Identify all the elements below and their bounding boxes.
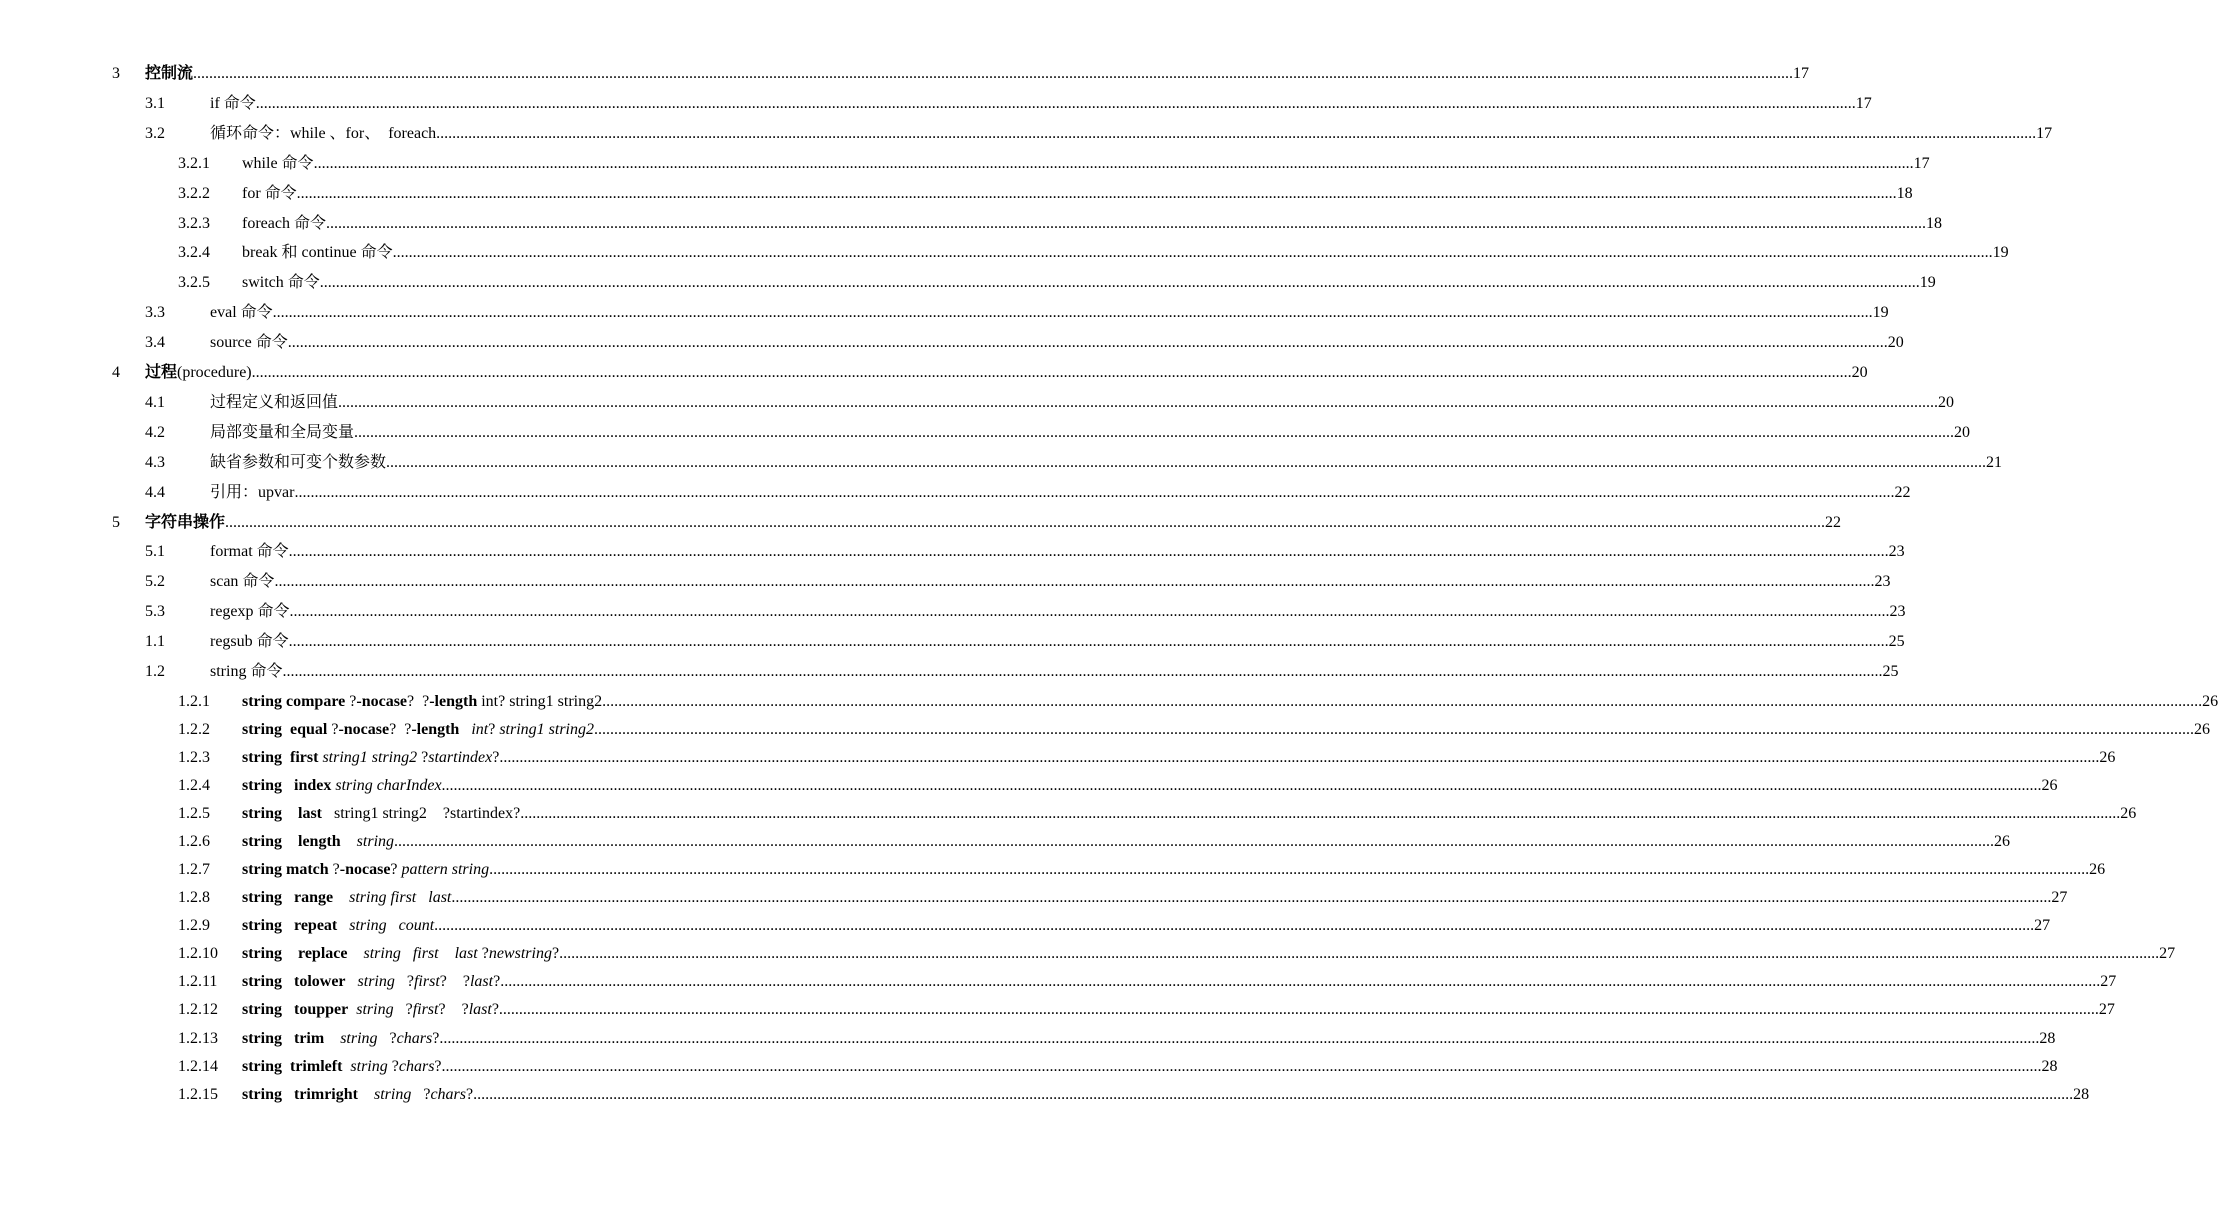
dot-leader: ................................................................................................................................................................................................................................................................................................................................................................................................................ bbox=[272, 304, 1873, 322]
toc-entry-number: 1.2.3 bbox=[178, 749, 210, 766]
toc-entry-page-number: 26 bbox=[2194, 720, 2210, 738]
toc-title-segment: string1 string2 ?startindex? bbox=[322, 805, 521, 823]
toc-entry[interactable] bbox=[0, 331, 1904, 355]
toc-entry-number: 4.4 bbox=[145, 483, 165, 501]
toc-entry-number: 1.2.11 bbox=[178, 973, 218, 991]
toc-title-segment: ? bbox=[488, 720, 500, 738]
toc-title-segment: ? bbox=[387, 1057, 399, 1075]
toc-entry-page-number: 18 bbox=[1925, 214, 1942, 232]
toc-title-segment bbox=[337, 917, 349, 934]
toc-entry-number: 3.2 bbox=[145, 124, 165, 142]
dot-leader: ................................................................................................................................................................................................................................................................................................................................................................................................................ bbox=[288, 633, 1889, 651]
toc-entry[interactable] bbox=[0, 998, 2115, 1022]
toc-entry[interactable] bbox=[0, 152, 1930, 176]
toc-title-segment: eval 命令 bbox=[210, 304, 273, 322]
toc-title-segment: ? bbox=[411, 1085, 431, 1103]
toc-title-segment bbox=[341, 833, 357, 850]
toc-entry[interactable] bbox=[0, 802, 2137, 826]
toc-entry-title bbox=[210, 421, 354, 445]
toc-entry[interactable] bbox=[0, 1055, 2058, 1079]
toc-entry-title bbox=[242, 690, 602, 714]
toc-entry-number: 1.2.2 bbox=[178, 720, 210, 738]
dot-leader: ................................................................................................................................................................................................................................................................................................................................................................................................................ bbox=[436, 124, 2037, 142]
toc-entry-page-number: 20 bbox=[1851, 364, 1868, 381]
toc-title-segment: string range bbox=[242, 889, 334, 907]
toc-title-segment: ? bbox=[466, 1085, 474, 1103]
toc-entry-page-number: 17 bbox=[2036, 124, 2053, 142]
toc-entry[interactable] bbox=[0, 212, 1942, 236]
toc-title-segment: ? bbox=[394, 973, 414, 991]
toc-title-segment: string bbox=[357, 973, 395, 991]
dot-leader: ................................................................................................................................................................................................................................................................................................................................................................................................................ bbox=[392, 244, 1993, 262]
toc-entry-number: 1.2.4 bbox=[178, 777, 210, 795]
toc-entry-number: 3.1 bbox=[145, 94, 165, 112]
toc-title-segment: ? bbox=[432, 1029, 440, 1047]
toc-entry-page-number: 26 bbox=[1994, 833, 2011, 851]
toc-entry-number: 3.2.1 bbox=[178, 154, 210, 172]
toc-entry-title bbox=[242, 830, 394, 854]
toc-entry-title bbox=[210, 570, 274, 594]
toc-title-segment: ? bbox=[417, 749, 429, 766]
toc-entry-number: 1.1 bbox=[145, 633, 165, 651]
toc-entry-title bbox=[242, 858, 489, 882]
toc-title-segment: ? bbox=[390, 861, 402, 879]
toc-entry-number: 4 bbox=[112, 364, 120, 381]
toc-entry-title bbox=[242, 970, 500, 994]
toc-entry[interactable] bbox=[0, 421, 1971, 445]
toc-title-segment: regexp 命令 bbox=[210, 603, 290, 621]
toc-entry-title bbox=[242, 182, 297, 206]
dot-leader: ................................................................................................................................................................................................................................................................................................................................................................................................................ bbox=[473, 1085, 2074, 1103]
toc-title-segment: ? ? bbox=[407, 692, 430, 710]
dot-leader: ................................................................................................................................................................................................................................................................................................................................................................................................................ bbox=[294, 483, 1895, 501]
toc-entry[interactable] bbox=[0, 570, 1891, 594]
toc-entry-number: 3.2.4 bbox=[178, 244, 210, 262]
dot-leader: ................................................................................................................................................................................................................................................................................................................................................................................................................ bbox=[499, 749, 2100, 766]
toc-title-segment: 过程 bbox=[145, 364, 178, 381]
toc-entry-number: 1.2.5 bbox=[178, 805, 210, 823]
toc-title-segment bbox=[358, 1086, 374, 1103]
toc-entry-number: 3.4 bbox=[145, 334, 165, 352]
dot-leader: ................................................................................................................................................................................................................................................................................................................................................................................................................ bbox=[441, 1057, 2042, 1075]
toc-entry-page-number: 20 bbox=[1954, 423, 1971, 441]
toc-entry-number: 5 bbox=[112, 513, 120, 531]
dot-leader: ................................................................................................................................................................................................................................................................................................................................................................................................................ bbox=[289, 603, 1890, 621]
toc-title-segment: 字符串操作 bbox=[145, 513, 226, 531]
toc-entry[interactable] bbox=[0, 511, 1842, 535]
toc-title-segment: ? bbox=[551, 945, 560, 963]
toc-entry[interactable] bbox=[0, 391, 1955, 415]
toc-title-segment: ? bbox=[345, 692, 357, 710]
toc-title-segment: ? bbox=[491, 1001, 499, 1019]
toc-title-segment: int? string1 string2 bbox=[477, 692, 603, 710]
toc-entry[interactable] bbox=[0, 540, 1905, 564]
toc-entry-title bbox=[242, 886, 451, 910]
toc-entry-page-number: 21 bbox=[1986, 453, 2003, 471]
toc-title-segment: 局部变量和全局变量 bbox=[210, 423, 355, 441]
toc-title-segment: string bbox=[356, 1001, 394, 1019]
toc-title-segment: string first last bbox=[349, 889, 452, 907]
toc-title-segment: format 命令 bbox=[210, 543, 289, 561]
toc-title-segment: (procedure) bbox=[177, 364, 252, 381]
toc-title-segment: string bbox=[356, 833, 395, 851]
toc-entry-title bbox=[242, 718, 594, 742]
toc-title-segment: -nocase bbox=[339, 861, 391, 879]
dot-leader: ................................................................................................................................................................................................................................................................................................................................................................................................................ bbox=[193, 65, 1794, 82]
toc-entry-number: 5.3 bbox=[145, 603, 165, 621]
toc-entry-title bbox=[242, 241, 393, 265]
dot-leader: ................................................................................................................................................................................................................................................................................................................................................................................................................ bbox=[313, 154, 1914, 172]
toc-title-segment: ? bbox=[477, 945, 489, 963]
toc-entry-number: 1.2.1 bbox=[178, 692, 210, 710]
toc-title-segment: string count bbox=[349, 917, 435, 935]
toc-title-segment: ? bbox=[328, 861, 340, 879]
toc-entry[interactable] bbox=[0, 600, 1906, 624]
toc-entry-number: 4.1 bbox=[145, 393, 165, 411]
toc-entry-title bbox=[242, 774, 442, 798]
dot-leader: ................................................................................................................................................................................................................................................................................................................................................................................................................ bbox=[319, 274, 1920, 292]
toc-entry-page-number: 26 bbox=[2099, 749, 2116, 766]
toc-entry-title bbox=[242, 746, 499, 770]
toc-entry-number: 1.2.6 bbox=[178, 833, 210, 851]
toc-title-segment: ? bbox=[493, 973, 501, 991]
toc-entry[interactable] bbox=[0, 886, 2068, 910]
toc-entry-title bbox=[242, 1083, 473, 1107]
toc-title-segment: string equal bbox=[242, 720, 328, 738]
toc-entry-title bbox=[242, 271, 320, 295]
toc-title-segment: 循环命令：while 、for、 foreach bbox=[210, 124, 437, 142]
toc-title-segment: break 和 continue 命令 bbox=[242, 244, 393, 262]
toc-title-segment: regsub 命令 bbox=[210, 633, 289, 651]
toc-entry-title bbox=[210, 451, 386, 475]
toc-entry-number: 1.2.7 bbox=[178, 861, 210, 879]
toc-title-segment: while 命令 bbox=[242, 154, 314, 172]
toc-entry-page-number: 27 bbox=[2034, 917, 2051, 935]
toc-title-segment: string trimleft bbox=[242, 1057, 343, 1075]
toc-title-segment: string replace bbox=[242, 945, 348, 963]
dot-leader: ................................................................................................................................................................................................................................................................................................................................................................................................................ bbox=[489, 861, 2090, 879]
toc-entry-title bbox=[242, 212, 326, 236]
toc-entry-number: 1.2.8 bbox=[178, 889, 210, 907]
toc-entry[interactable] bbox=[0, 746, 2116, 770]
toc-title-segment: string toupper bbox=[242, 1001, 349, 1019]
toc-title-segment: string last bbox=[242, 805, 322, 823]
toc-entry-page-number: 17 bbox=[1793, 65, 1810, 82]
toc-entry-page-number: 28 bbox=[2073, 1085, 2090, 1103]
toc-title-segment: string1 string2 bbox=[322, 749, 418, 766]
toc-entry-number: 3 bbox=[112, 65, 120, 82]
toc-entry-number: 4.2 bbox=[145, 423, 165, 441]
toc-entry-page-number: 19 bbox=[1872, 304, 1889, 322]
toc-entry[interactable] bbox=[0, 481, 1911, 505]
dot-leader: ................................................................................................................................................................................................................................................................................................................................................................................................................ bbox=[354, 423, 1955, 441]
toc-entry[interactable] bbox=[0, 774, 2058, 798]
toc-title-segment: string repeat bbox=[242, 917, 338, 935]
dot-leader: ................................................................................................................................................................................................................................................................................................................................................................................................................ bbox=[439, 1029, 2040, 1047]
toc-title-segment: 过程定义和返回值 bbox=[210, 393, 339, 411]
toc-entry[interactable] bbox=[0, 301, 1889, 325]
dot-leader: ................................................................................................................................................................................................................................................................................................................................................................................................................ bbox=[225, 513, 1826, 531]
dot-leader: ................................................................................................................................................................................................................................................................................................................................................................................................................ bbox=[255, 94, 1856, 112]
toc-entry[interactable] bbox=[0, 271, 1936, 295]
toc-entry-title bbox=[210, 481, 294, 505]
toc-entry[interactable] bbox=[0, 914, 2051, 938]
toc-entry-title bbox=[210, 301, 273, 325]
toc-title-segment: -length bbox=[411, 720, 460, 738]
dot-leader: ................................................................................................................................................................................................................................................................................................................................................................................................................ bbox=[288, 543, 1889, 561]
toc-entry-title bbox=[210, 630, 289, 654]
dot-leader: ................................................................................................................................................................................................................................................................................................................................................................................................................ bbox=[296, 184, 1897, 202]
toc-entry[interactable] bbox=[0, 62, 1810, 86]
toc-title-segment: ? bbox=[393, 1001, 413, 1019]
toc-entry-page-number: 19 bbox=[1992, 244, 2009, 262]
toc-title-segment: string first last bbox=[363, 945, 478, 963]
toc-entry-title bbox=[145, 62, 193, 86]
toc-title-segment: ? bbox=[434, 1057, 442, 1075]
toc-entry[interactable] bbox=[0, 182, 1913, 206]
toc-entry-title bbox=[145, 361, 252, 385]
toc-title-segment: switch 命令 bbox=[242, 274, 320, 292]
toc-title-segment bbox=[346, 973, 358, 990]
toc-title-segment: ? bbox=[377, 1029, 397, 1047]
toc-title-segment: first bbox=[412, 1001, 439, 1019]
toc-title-segment: ? ? bbox=[438, 1001, 469, 1019]
toc-entry[interactable] bbox=[0, 630, 1905, 654]
dot-leader: ................................................................................................................................................................................................................................................................................................................................................................................................................ bbox=[500, 973, 2101, 991]
toc-entry-title bbox=[242, 152, 314, 176]
dot-leader: ................................................................................................................................................................................................................................................................................................................................................................................................................ bbox=[338, 393, 1939, 411]
toc-title-segment: for 命令 bbox=[242, 184, 297, 202]
toc-title-segment: ? ? bbox=[389, 720, 412, 738]
toc-title-segment: 引用：upvar bbox=[210, 483, 295, 501]
toc-title-segment: string trim bbox=[242, 1029, 325, 1047]
toc-entry-number: 5.2 bbox=[145, 573, 165, 591]
toc-entry-number: 1.2.12 bbox=[178, 1001, 218, 1019]
toc-entry[interactable] bbox=[0, 451, 2003, 475]
toc-entry-title bbox=[210, 331, 288, 355]
toc-title-segment: 控制流 bbox=[145, 65, 194, 82]
toc-entry[interactable] bbox=[0, 970, 2117, 994]
toc-entry-number: 3.2.2 bbox=[178, 184, 210, 202]
dot-leader: ................................................................................................................................................................................................................................................................................................................................................................................................................ bbox=[274, 573, 1875, 591]
dot-leader: ................................................................................................................................................................................................................................................................................................................................................................................................................ bbox=[594, 720, 2194, 738]
toc-title-segment: string bbox=[350, 1057, 388, 1075]
toc-entry-page-number: 26 bbox=[2041, 777, 2058, 795]
toc-title-segment: chars bbox=[398, 1057, 435, 1075]
toc-title-segment: -length bbox=[429, 692, 478, 710]
toc-entry[interactable] bbox=[0, 361, 1868, 385]
dot-leader: ................................................................................................................................................................................................................................................................................................................................................................................................................ bbox=[451, 889, 2052, 907]
toc-entry[interactable] bbox=[0, 830, 2011, 854]
dot-leader: ................................................................................................................................................................................................................................................................................................................................................................................................................ bbox=[251, 364, 1852, 381]
toc-entry-page-number: 17 bbox=[1913, 154, 1930, 172]
toc-entry-page-number: 28 bbox=[2039, 1029, 2056, 1047]
toc-entry-title bbox=[242, 1055, 442, 1079]
toc-entry-title bbox=[242, 1027, 439, 1051]
toc-entry-number: 1.2.10 bbox=[178, 945, 218, 963]
toc-title-segment: string tolower bbox=[242, 973, 346, 991]
toc-title-segment: string trimright bbox=[242, 1085, 358, 1103]
toc-entry[interactable] bbox=[0, 690, 2218, 714]
toc-title-segment: string match bbox=[242, 861, 329, 879]
toc-title-segment bbox=[347, 945, 363, 962]
toc-entry-page-number: 23 bbox=[1888, 543, 1905, 561]
toc-title-segment: chars bbox=[430, 1085, 466, 1103]
toc-title-segment: string charIndex bbox=[335, 777, 442, 795]
toc-title-segment bbox=[459, 721, 471, 738]
toc-entry-page-number: 23 bbox=[1874, 573, 1891, 591]
toc-title-segment: int bbox=[471, 720, 489, 738]
dot-leader: ................................................................................................................................................................................................................................................................................................................................................................................................................ bbox=[559, 945, 2160, 963]
toc-entry-page-number: 17 bbox=[1855, 94, 1872, 112]
toc-title-segment: string index bbox=[242, 777, 332, 795]
toc-title-segment: 缺省参数和可变个数参数 bbox=[210, 453, 387, 471]
toc-entry-page-number: 27 bbox=[2159, 945, 2176, 963]
toc-title-segment: foreach 命令 bbox=[242, 214, 326, 232]
toc-title-segment: string1 string2 bbox=[499, 720, 594, 738]
toc-entry-page-number: 26 bbox=[2120, 805, 2137, 823]
toc-title-segment: string length bbox=[242, 833, 341, 851]
toc-title-segment: scan 命令 bbox=[210, 573, 275, 591]
toc-entry-number: 1.2.13 bbox=[178, 1029, 218, 1047]
toc-entry[interactable] bbox=[0, 660, 1899, 684]
toc-title-segment: -nocase bbox=[356, 692, 408, 710]
toc-entry-title bbox=[242, 998, 499, 1022]
toc-title-segment bbox=[333, 889, 349, 906]
toc-entry-number: 1.2.14 bbox=[178, 1057, 218, 1075]
toc-entry-number: 3.2.3 bbox=[178, 214, 210, 232]
dot-leader: ................................................................................................................................................................................................................................................................................................................................................................................................................ bbox=[394, 833, 1995, 851]
toc-entry[interactable] bbox=[0, 1027, 2056, 1051]
toc-entry-page-number: 20 bbox=[1938, 393, 1955, 411]
dot-leader: ................................................................................................................................................................................................................................................................................................................................................................................................................ bbox=[441, 777, 2042, 795]
toc-entry[interactable] bbox=[0, 241, 2009, 265]
toc-entry-number: 1.2.15 bbox=[178, 1085, 218, 1103]
toc-entry-page-number: 26 bbox=[2202, 692, 2218, 710]
toc-entry[interactable] bbox=[0, 92, 1872, 116]
toc-entry-title bbox=[210, 391, 338, 415]
toc-entry-title bbox=[242, 942, 559, 966]
toc-title-segment: string compare bbox=[242, 692, 346, 710]
toc-entry-page-number: 25 bbox=[1882, 663, 1899, 680]
toc-entry-page-number: 22 bbox=[1825, 513, 1842, 531]
toc-title-segment: ? bbox=[492, 749, 500, 766]
toc-title-segment: string first bbox=[242, 749, 319, 766]
toc-entry-number: 1.2 bbox=[145, 663, 165, 680]
dot-leader: ................................................................................................................................................................................................................................................................................................................................................................................................................ bbox=[386, 453, 1987, 471]
toc-entry-title bbox=[210, 540, 289, 564]
toc-entry-page-number: 19 bbox=[1919, 274, 1936, 292]
toc-entry-title bbox=[242, 802, 520, 826]
dot-leader: ................................................................................................................................................................................................................................................................................................................................................................................................................ bbox=[282, 663, 1883, 680]
dot-leader: ................................................................................................................................................................................................................................................................................................................................................................................................................ bbox=[498, 1001, 2099, 1019]
toc-entry-title bbox=[210, 92, 256, 116]
dot-leader: ................................................................................................................................................................................................................................................................................................................................................................................................................ bbox=[520, 805, 2121, 823]
toc-entry-page-number: 23 bbox=[1889, 603, 1906, 621]
toc-entry-title bbox=[210, 122, 436, 146]
toc-title-segment: last bbox=[469, 973, 494, 991]
toc-entry-page-number: 27 bbox=[2051, 889, 2068, 907]
toc-title-segment: string bbox=[373, 1085, 412, 1103]
toc-entry-title bbox=[210, 660, 282, 684]
toc-title-segment: newstring bbox=[488, 945, 552, 963]
toc-entry[interactable] bbox=[0, 1083, 2090, 1107]
toc-entry-page-number: 27 bbox=[2100, 973, 2117, 991]
toc-entry-page-number: 22 bbox=[1894, 483, 1911, 501]
toc-entry[interactable] bbox=[0, 122, 2053, 146]
toc-entry-title bbox=[242, 914, 434, 938]
toc-title-segment: string bbox=[340, 1029, 378, 1047]
toc-title-segment: startindex bbox=[428, 749, 493, 766]
toc-entry-page-number: 28 bbox=[2041, 1057, 2058, 1075]
toc-entry-page-number: 26 bbox=[2089, 861, 2106, 879]
toc-entry-page-number: 27 bbox=[2098, 1001, 2115, 1019]
toc-title-segment: pattern string bbox=[401, 861, 490, 879]
toc-entry-number: 4.3 bbox=[145, 453, 165, 471]
toc-entry-title bbox=[145, 511, 225, 535]
dot-leader: ................................................................................................................................................................................................................................................................................................................................................................................................................ bbox=[434, 917, 2035, 935]
toc-title-segment: ? ? bbox=[439, 973, 470, 991]
toc-title-segment: last bbox=[468, 1001, 492, 1019]
toc-title-segment: string 命令 bbox=[210, 663, 283, 680]
dot-leader: ................................................................................................................................................................................................................................................................................................................................................................................................................ bbox=[325, 214, 1926, 232]
toc-entry-page-number: 25 bbox=[1888, 633, 1905, 651]
toc-entry-number: 3.3 bbox=[145, 304, 165, 322]
toc-entry-page-number: 18 bbox=[1896, 184, 1913, 202]
toc-title-segment: -nocase bbox=[338, 720, 390, 738]
toc-entry-number: 1.2.9 bbox=[178, 917, 210, 935]
toc-entry-number: 3.2.5 bbox=[178, 274, 210, 292]
toc-entry[interactable] bbox=[0, 858, 2106, 882]
toc-title-segment: first bbox=[413, 973, 440, 991]
toc-entry-title bbox=[210, 600, 290, 624]
toc-title-segment bbox=[324, 1030, 340, 1047]
dot-leader: ................................................................................................................................................................................................................................................................................................................................................................................................................ bbox=[602, 692, 2203, 710]
toc-entry[interactable] bbox=[0, 942, 2176, 966]
toc-entry[interactable] bbox=[0, 718, 2210, 742]
toc-title-segment: chars bbox=[396, 1029, 433, 1047]
toc-entry-number: 5.1 bbox=[145, 543, 165, 561]
dot-leader: ................................................................................................................................................................................................................................................................................................................................................................................................................ bbox=[287, 334, 1888, 352]
toc-title-segment: source 命令 bbox=[210, 334, 288, 352]
toc-entry-page-number: 20 bbox=[1887, 334, 1904, 352]
toc-title-segment: if 命令 bbox=[210, 94, 256, 112]
toc-title-segment: ? bbox=[327, 720, 339, 738]
